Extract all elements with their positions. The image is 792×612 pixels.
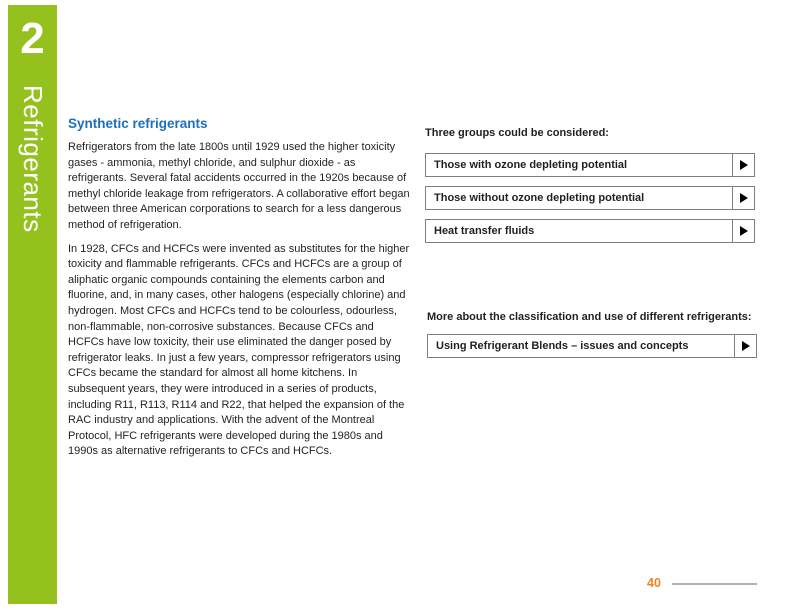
button-refrigerant-blends[interactable] — [427, 334, 757, 358]
right-arrow-icon — [740, 226, 748, 236]
right-arrow-icon — [740, 193, 748, 203]
button-label: Those without ozone depleting potential — [434, 192, 645, 204]
groups-section — [425, 127, 755, 243]
right-arrow-icon — [742, 341, 750, 351]
arrow-box — [734, 335, 756, 357]
button-label: Heat transfer fluids — [434, 225, 535, 237]
arrow-box — [732, 220, 754, 242]
section-heading: Synthetic refrigerants — [68, 116, 208, 131]
right-arrow-icon — [740, 160, 748, 170]
chapter-title: Refrigerants — [18, 85, 48, 233]
body-paragraph: In 1928, CFCs and HCFCs were invented as substitutes for the higher toxicity and flammable refrigerants. CFCs and HCFCs are a group of aliphatic organic compounds containing the elements carbon and fluorine, and, in many cases, other halogens (especially chlorine) and hydrogen. Most CFCs and HCFCs tend to be colourless, odourless, non-flammable, non-corrosive substances. Because CFCs and HCFCs have low toxicity, their use eliminated the danger posed by refrigerator leaks. In just a few years, compressor refrigerators using CFCs became the standard for almost all home kitchens. In subsequent years, they were introduced in a series of products, including R11, R113, R114 and R22, that helped the expansion of the RAC industry and applications. With the advent of the Montreal Protocol, HFC refrigerants were developed during the 1980s and 1990s as alternative refrigerants to CFCs and HCFCs. — [68, 242, 410, 458]
arrow-box — [732, 154, 754, 176]
arrow-box — [732, 187, 754, 209]
main-text-column — [68, 116, 412, 468]
button-ozone-depleting[interactable] — [425, 153, 755, 177]
page-number: 40 — [647, 576, 661, 590]
groups-heading: Three groups could be considered: — [425, 127, 609, 139]
button-non-ozone-depleting[interactable] — [425, 186, 755, 210]
button-heat-transfer-fluids[interactable] — [425, 219, 755, 243]
chapter-number: 2 — [20, 14, 45, 63]
more-info-heading: More about the classification and use of different refrigerants: — [427, 311, 752, 323]
button-label: Those with ozone depleting potential — [434, 159, 628, 171]
footer-rule — [672, 583, 757, 585]
chapter-sidebar — [8, 5, 57, 604]
more-info-button-list — [427, 334, 757, 358]
more-info-section — [427, 311, 757, 358]
body-paragraph: Refrigerators from the late 1800s until 1929 used the higher toxicity gases - ammonia, methyl chloride, and sulphur dioxide - as refrigerants. Several fatal accidents occurred in the 1920s because of methyl chloride leakage from refrigerators. A collaborative effort began between three American corporations to search for a less dangerous method of refrigeration. — [68, 141, 410, 231]
button-label: Using Refrigerant Blends – issues and concepts — [436, 340, 689, 352]
groups-button-list — [425, 153, 755, 243]
